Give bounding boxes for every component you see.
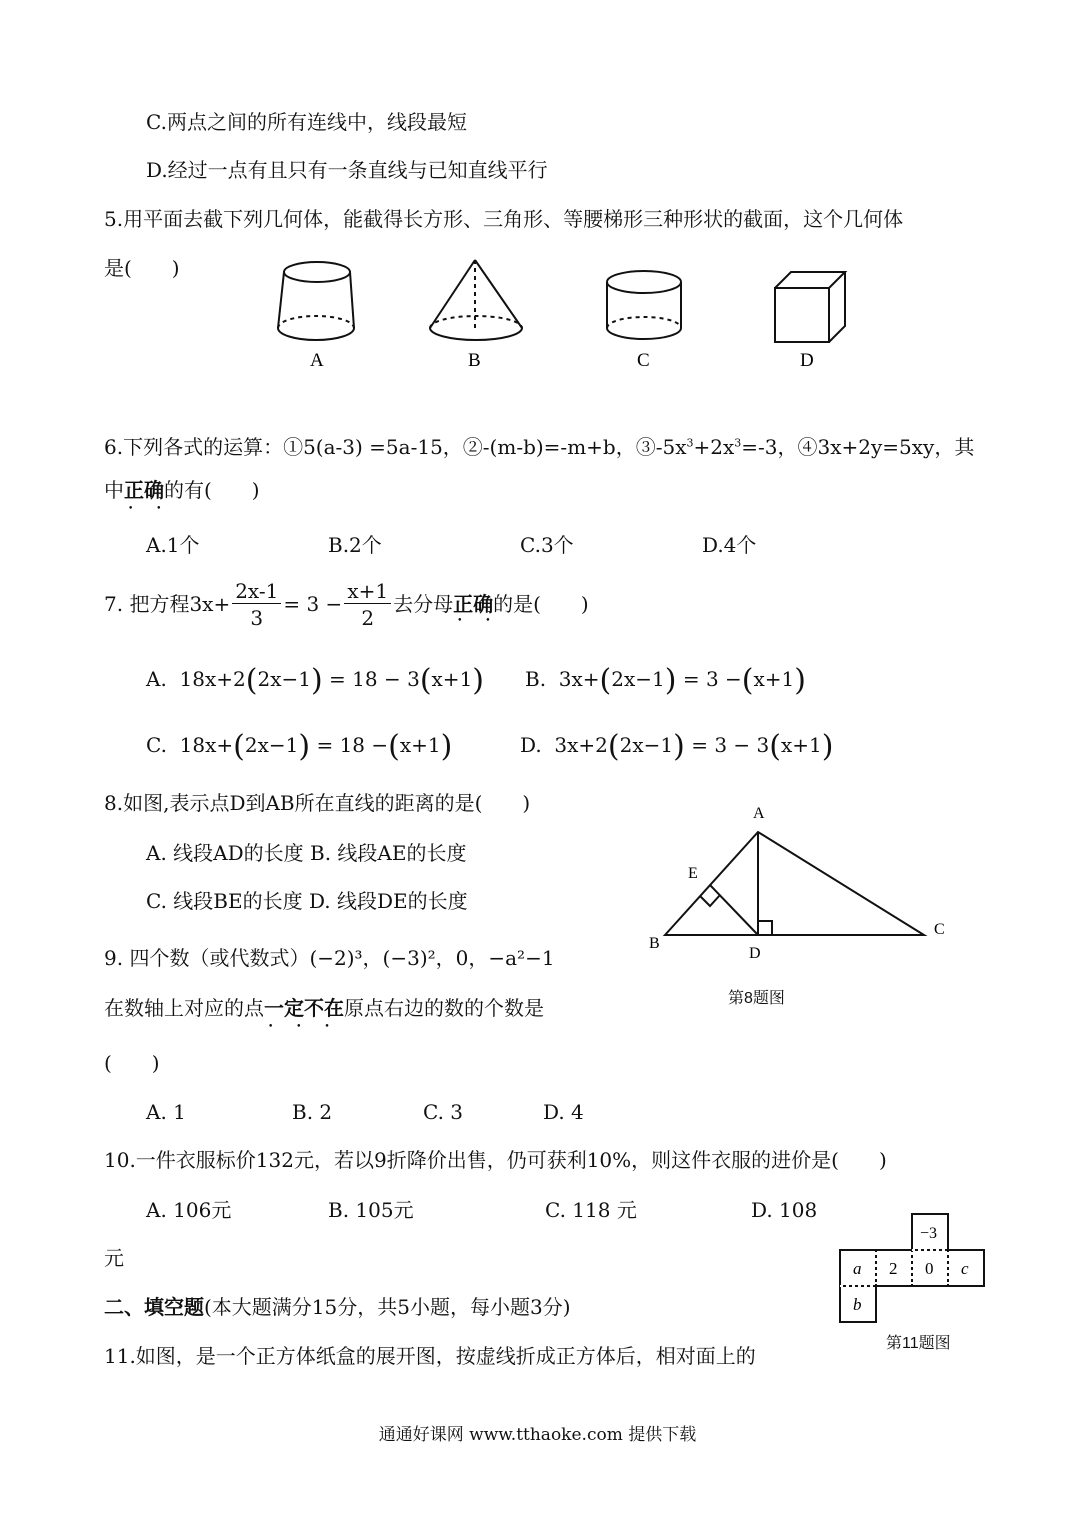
q9-option-b: B. 2: [292, 1100, 333, 1124]
q10-option-d: D. 108: [751, 1198, 818, 1222]
q10-option-b: B. 105元: [328, 1198, 414, 1222]
q7-mid: = 3 −: [283, 592, 343, 616]
cone-shape: [430, 260, 522, 340]
q7-option-d: D. 3x+2(2x−1) = 3 − 3(x+1): [520, 729, 834, 764]
q8-caption: 第8题图: [728, 990, 785, 1007]
q9-option-a: A. 1: [146, 1100, 186, 1124]
q6-text-a: 6.下列各式的运算：①5(a-3) =5a-15，②-(m-b)=-m+b，③-5x: [104, 435, 687, 459]
q6-post: 的有( ): [164, 478, 260, 502]
solid-label-d: D: [800, 350, 814, 371]
q7a-p4: x+1: [431, 667, 473, 691]
q6-stem-line2: [104, 480, 260, 500]
q7b-p3: = 3 −: [676, 667, 742, 691]
q10-option-d-wrap: 元: [104, 1246, 124, 1270]
solid-label-b: B: [468, 350, 481, 371]
q6-emphasis: 正确 • •: [124, 478, 164, 502]
q7a-p2: 2x−1: [257, 667, 311, 691]
section-2-heading: [104, 1297, 571, 1317]
q5-stem-line2: 是( ): [104, 256, 180, 280]
cube-shape: [775, 272, 845, 342]
q6-pre: 中: [104, 478, 124, 502]
q7d-p1: 3x+2: [554, 733, 608, 757]
q9-pre: 在数轴上对应的点: [104, 996, 264, 1020]
cylinder-shape: [607, 271, 681, 339]
q7c-label: C.: [146, 733, 167, 757]
net-label-zero: 0: [925, 1259, 934, 1278]
q8-triangle-figure: [645, 800, 955, 970]
net-label-two: 2: [889, 1259, 898, 1278]
point-label-d: D: [749, 945, 761, 962]
section-2-title: 二、填空题: [104, 1295, 204, 1319]
q4-option-d: D.经过一点有且只有一条直线与已知直线平行: [146, 158, 548, 182]
solid-label-c: C: [637, 350, 650, 371]
q7-emphasis: 正确 • •: [453, 594, 493, 614]
net-label-c: c: [961, 1259, 969, 1278]
point-label-e: E: [688, 865, 698, 882]
section-2-note: (本大题满分15分，共5小题，每小题3分): [204, 1295, 571, 1319]
right-angle-mark-e: [700, 895, 720, 906]
q7-option-a: A. 18x+2(2x−1) = 18 − 3(x+1): [146, 663, 485, 698]
q7d-p4: x+1: [780, 733, 822, 757]
q6-option-b: B.2个: [328, 533, 382, 557]
point-label-a: A: [753, 805, 765, 822]
q5-stem-line1: 5.用平面去截下列几何体，能截得长方形、三角形、等腰梯形三种形状的截面，这个几何体: [104, 207, 904, 231]
q11-caption: 第11题图: [886, 1335, 951, 1352]
point-label-c: C: [934, 921, 945, 938]
q8-stem: 8.如图,表示点D到AB所在直线的距离的是( ): [104, 791, 531, 815]
q7b-p4: x+1: [753, 667, 795, 691]
q9-option-c: C. 3: [423, 1100, 464, 1124]
q9-emphasis: 一定不在 • • •: [264, 996, 344, 1020]
q8-options-cd: C. 线段BE的长度 D. 线段DE的长度: [146, 889, 468, 913]
q9-answer-blank: ( ): [104, 1051, 160, 1075]
q7-frac2-den: 2: [361, 605, 375, 630]
point-label-b: B: [649, 935, 660, 952]
q7b-p2: 2x−1: [611, 667, 665, 691]
q10-option-c: C. 118 元: [545, 1198, 637, 1222]
q7-fraction-2: [344, 578, 391, 630]
frustum-shape: [278, 262, 354, 340]
q7a-p1: 18x+2: [179, 667, 246, 691]
q7-option-c: C. 18x+(2x−1) = 18 −(x+1): [146, 729, 453, 764]
q7-frac2-num: x+1: [344, 581, 391, 604]
net-label-top: −3: [920, 1225, 938, 1242]
q7-frac1-den: 3: [250, 605, 264, 630]
q7-prefix: 7. 把方程3x+: [104, 592, 231, 616]
q11-cube-net-figure: [836, 1212, 988, 1324]
page-footer: 通通好课网 www.tthaoke.com 提供下载: [378, 1425, 697, 1445]
segment-de: [710, 885, 758, 935]
q6-exp-1: 3: [686, 436, 694, 450]
q6-text-c: =-3，④3x+2y=5xy，其: [741, 435, 975, 459]
q6-exp-2: 3: [734, 436, 742, 450]
q7b-p1: 3x+: [558, 667, 600, 691]
q9-stem-line1: 9. 四个数（或代数式）(−2)³，(−3)²，0，−a²−1: [104, 946, 555, 970]
triangle-abc: [665, 832, 924, 935]
q6-stem-line1: [104, 437, 974, 457]
q6-option-c: C.3个: [520, 533, 574, 557]
q8-options-ab: A. 线段AD的长度 B. 线段AE的长度: [146, 841, 467, 865]
q7-suffix-pre: 去分母: [393, 592, 454, 616]
q7c-p4: x+1: [399, 733, 441, 757]
q7c-p3: = 18 −: [310, 733, 389, 757]
q7d-p3: = 3 − 3: [684, 733, 770, 757]
q9-stem-line2: [104, 998, 544, 1018]
q7b-label: B.: [525, 667, 547, 691]
q4-option-c: C.两点之间的所有连线中，线段最短: [146, 110, 467, 134]
q7c-p2: 2x−1: [244, 733, 299, 757]
q7-suffix-post: 的是( ): [493, 592, 589, 616]
q6-text-b: +2x: [693, 435, 735, 459]
q7-frac1-num: 2x-1: [232, 581, 281, 604]
net-label-a: a: [853, 1259, 862, 1278]
q7-fraction-1: [232, 578, 281, 630]
q9-post: 原点右边的数的个数是: [344, 996, 544, 1020]
q7a-label: A.: [146, 667, 167, 691]
net-label-b: b: [853, 1295, 862, 1314]
q7-stem: [104, 574, 589, 634]
q7c-p1: 18x+: [179, 733, 234, 757]
q5-solids-figure: [260, 250, 880, 380]
q11-stem: 11.如图，是一个正方体纸盒的展开图，按虚线折成正方体后，相对面上的: [104, 1344, 756, 1368]
q7a-p3: = 18 − 3: [322, 667, 420, 691]
q7d-p2: 2x−1: [619, 733, 674, 757]
right-angle-mark-d: [758, 921, 772, 935]
q7d-label: D.: [520, 733, 542, 757]
q6-option-d: D.4个: [702, 533, 757, 557]
solid-label-a: A: [310, 350, 324, 371]
q6-option-a: A.1个: [146, 533, 200, 557]
q7-option-b: B. 3x+(2x−1) = 3 −(x+1): [525, 663, 806, 698]
q9-option-d: D. 4: [543, 1100, 584, 1124]
q10-stem: 10.一件衣服标价132元，若以9折降价出售，仍可获利10%，则这件衣服的进价是( ): [104, 1148, 887, 1172]
q10-option-a: A. 106元: [146, 1198, 232, 1222]
